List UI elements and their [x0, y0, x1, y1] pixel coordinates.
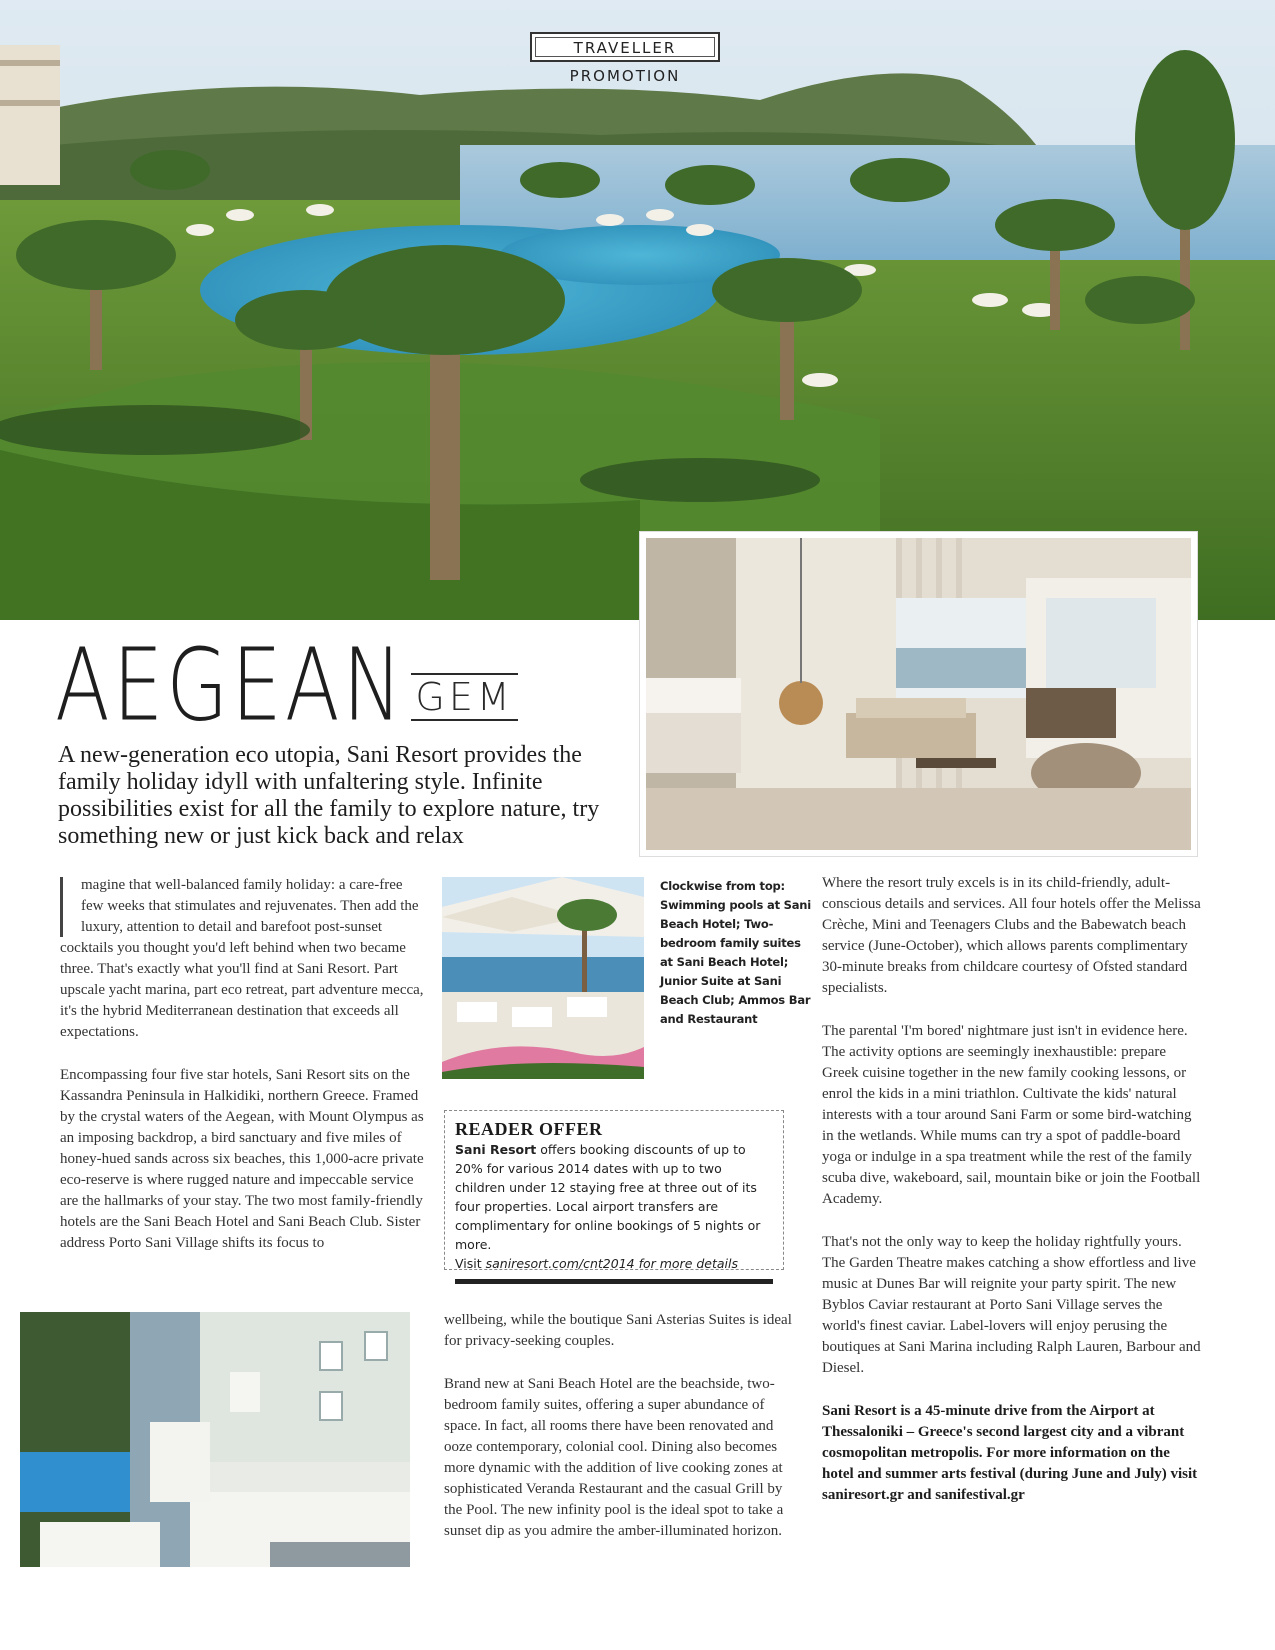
paragraph: The parental 'I'm bored' nightmare just isn't in evidence here. The activity options are seemingly inexhaustible: prepare Greek cuisine together in the new family cooking lessons, or enrol the kids in a mini triathlon. Cultivate the kids' natural interests with a tour around Sani Farm or some bird-watching in the wetlands. While mums can try a spot of paddle-board yoga or indulge in a spa treatment while the rest of the family scuba dive, wakeboard, sail, mountain bike or join the Football Academy. — [822, 1023, 1201, 1207]
traveller-promotion-tag — [530, 32, 720, 85]
paragraph: Where the resort truly excels is in its child-friendly, adult-conscious details and services. All four hotels offer the Melissa Crèche, Mini and Teenagers Clubs and the Babewatch beach service (June-October), which allows parents complimentary 30-minute breaks from childcare courtesy of Ofsted standard specialists. — [822, 875, 1201, 996]
ammos-bar-photo — [442, 877, 644, 1079]
body-column-2 — [444, 1310, 794, 1564]
article-headline — [55, 626, 518, 743]
drop-cap-bar — [60, 877, 71, 937]
paragraph-text: magine that well-balanced family holiday: a care-free few weeks that stimulates and rejuvenates. Then add the luxury, attention to detail and barefoot post-sunset cocktails you thought you'd left behind when two became three. That's exactly what you'll find at Sani Resort. Part upscale yacht marina, part eco retreat, part adventure mecca, it's the hybrid Mediterranean destination that exceeds all expectations. — [60, 877, 424, 1040]
offer-divider — [455, 1279, 773, 1284]
paragraph: wellbeing, while the boutique Sani Asterias Suites is ideal for privacy-seeking couples. — [444, 1312, 792, 1349]
body-column-1 — [60, 875, 425, 1276]
paragraph: Brand new at Sani Beach Hotel are the beachside, two-bedroom family suites, offering a super abundance of space. In fact, all rooms there have been renovated and ooze contemporary, colonial cool. Dining also becomes more dynamic with the addition of live cooking zones at sophisticated Veranda Restaurant and the casual Grill by the Pool. The new infinity pool is the ideal spot to take a sunset dip as you admire the amber-illuminated horizon. — [444, 1376, 784, 1539]
offer-link[interactable]: saniresort.com/cnt2014 for more details — [485, 1256, 739, 1271]
body-column-3 — [822, 873, 1202, 1528]
headline-main: AEGEAN — [55, 626, 406, 743]
offer-text: offers booking discounts of up to 20% for various 2014 dates with up to two children under 12 staying free at three out of its four properties. Local airport transfers are complimentary for online bookings of 5 nights or more. — [455, 1142, 761, 1252]
reader-offer-body — [455, 1140, 773, 1273]
reader-offer-box — [444, 1110, 784, 1270]
photo-caption: Clockwise from top: Swimming pools at Sani Beach Hotel; Two-bedroom family suites at Sani Beach Hotel; Junior Suite at Sani Beach Club; Ammos Bar and Restaurant — [660, 879, 812, 1026]
reader-offer-title: READER OFFER — [455, 1119, 603, 1139]
offer-visit: Visit — [455, 1256, 486, 1271]
headline-accent: GEM — [411, 673, 517, 721]
paragraph — [60, 875, 425, 1043]
standfirst: A new-generation eco utopia, Sani Resort provides the family holiday idyll with unfaltering style. Infinite possibilities exist for all the family to explore nature, try something new or just kick back and relax — [58, 742, 600, 849]
paragraph: That's not the only way to keep the holiday rightfully yours. The Garden Theatre makes catching a show effortless and live music at Dunes Bar will reignite your party spirit. The new Byblos Caviar restaurant at Porto Sani Village serves the world's finest caviar. Label-lovers will enjoy perusing the boutiques at Sani Marina including Ralph Lauren, Barbour and Diesel. — [822, 1234, 1201, 1376]
junior-suite-photo — [20, 1312, 410, 1567]
tag-label: TRAVELLER PROMOTION — [569, 39, 681, 85]
family-suite-photo — [640, 532, 1197, 856]
offer-lead: Sani Resort — [455, 1142, 537, 1157]
hero-resort-photo — [0, 0, 1275, 620]
paragraph: Encompassing four five star hotels, Sani Resort sits on the Kassandra Peninsula in Halkidiki, northern Greece. Framed by the crystal waters of the Aegean, with Mount Olympus as an imposing backdrop, a bird sanctuary and five miles of honey-hued sands across six beaches, this 1,000-acre private eco-reserve is where rugged nature and impeccable service are the hallmarks of your stay. The two most family-friendly hotels are the Sani Beach Hotel and Sani Beach Club. Sister address Porto Sani Village shifts its focus to — [60, 1067, 424, 1251]
closing-info: Sani Resort is a 45-minute drive from the Airport at Thessaloniki – Greece's second largest city and a vibrant cosmopolitan metropolis. For more information on the hotel and summer arts festival (during June and July) visit saniresort.gr and sanifestival.gr — [822, 1403, 1198, 1503]
